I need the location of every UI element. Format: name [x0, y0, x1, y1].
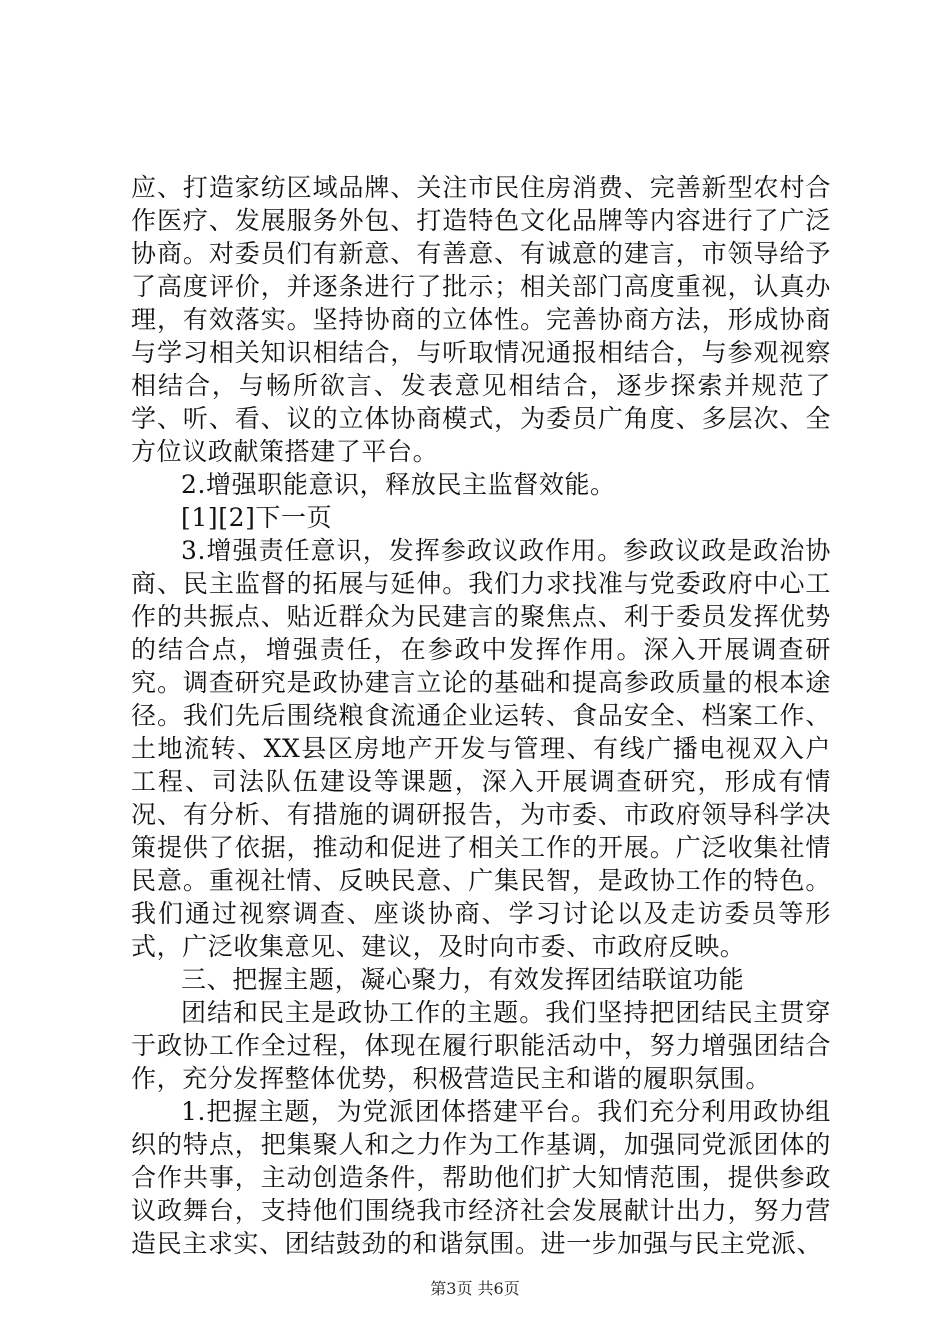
body-text	[131, 171, 831, 1260]
chapter-intro-paragraph: 团结和民主是政协工作的主题。我们坚持把团结民主贯穿于政协工作全过程，体现在履行职能活动中，努力增强团结合作，充分发挥整体优势，积极营造民主和谐的履职氛围。	[131, 998, 831, 1093]
section-heading-2: 2.增强职能意识，释放民主监督效能。	[181, 470, 616, 499]
section-paragraph-3: 3.增强责任意识，发挥参政议政作用。参政议政是政治协商、民主监督的拓展与延伸。我们力求找准与党委政府中心工作的共振点、贴近群众为民建言的聚焦点、利于委员发挥优势的结合点，增强责任，在参政中发挥作用。深入开展调查研究。调查研究是政协建言立论的基础和提高参政质量的根本途径。我们先后围绕粮食流通企业运转、食品安全、档案工作、土地流转、XX县区房地产开发与管理、有线广播电视双入户工程、司法队伍建设等课题，深入开展调查研究，形成有情况、有分析、有措施的调研报告，为市委、市政府领导科学决策提供了依据，推动和促进了相关工作的开展。广泛收集社情民意。重视社情、反映民意、广集民智，是政协工作的特色。我们通过视察调查、座谈协商、学习讨论以及走访委员等形式，广泛收集意见、建议，及时向市委、市政府反映。	[131, 536, 831, 961]
section-paragraph-1: 1.把握主题，为党派团体搭建平台。我们充分利用政协组织的特点，把集聚人和之力作为工作基调，加强同党派团体的合作共事，主动创造条件，帮助他们扩大知情范围，提供参政议政舞台，支持他们围绕我市经济社会发展献计出力，努力营造民主求实、团结鼓劲的和谐氛围。进一步加强与民主党派、	[131, 1097, 831, 1258]
paragraph-continuation: 应、打造家纺区域品牌、关注市民住房消费、完善新型农村合作医疗、发展服务外包、打造特色文化品牌等内容进行了广泛协商。对委员们有新意、有善意、有诚意的建言，市领导给予了高度评价，并逐条进行了批示；相关部门高度重视，认真办理，有效落实。坚持协商的立体性。完善协商方法，形成协商与学习相关知识相结合，与听取情况通报相结合，与参观视察相结合，与畅所欲言、发表意见相结合，逐步探索并规范了学、听、看、议的立体协商模式，为委员广角度、多层次、全方位议政献策搭建了平台。	[131, 173, 831, 466]
chapter-heading-3: 三、把握主题，凝心聚力，有效发挥团结联谊功能	[181, 965, 745, 994]
pagination-links[interactable]: [1][2]下一页	[181, 503, 333, 532]
page-footer: 第3页 共6页	[430, 1279, 520, 1298]
